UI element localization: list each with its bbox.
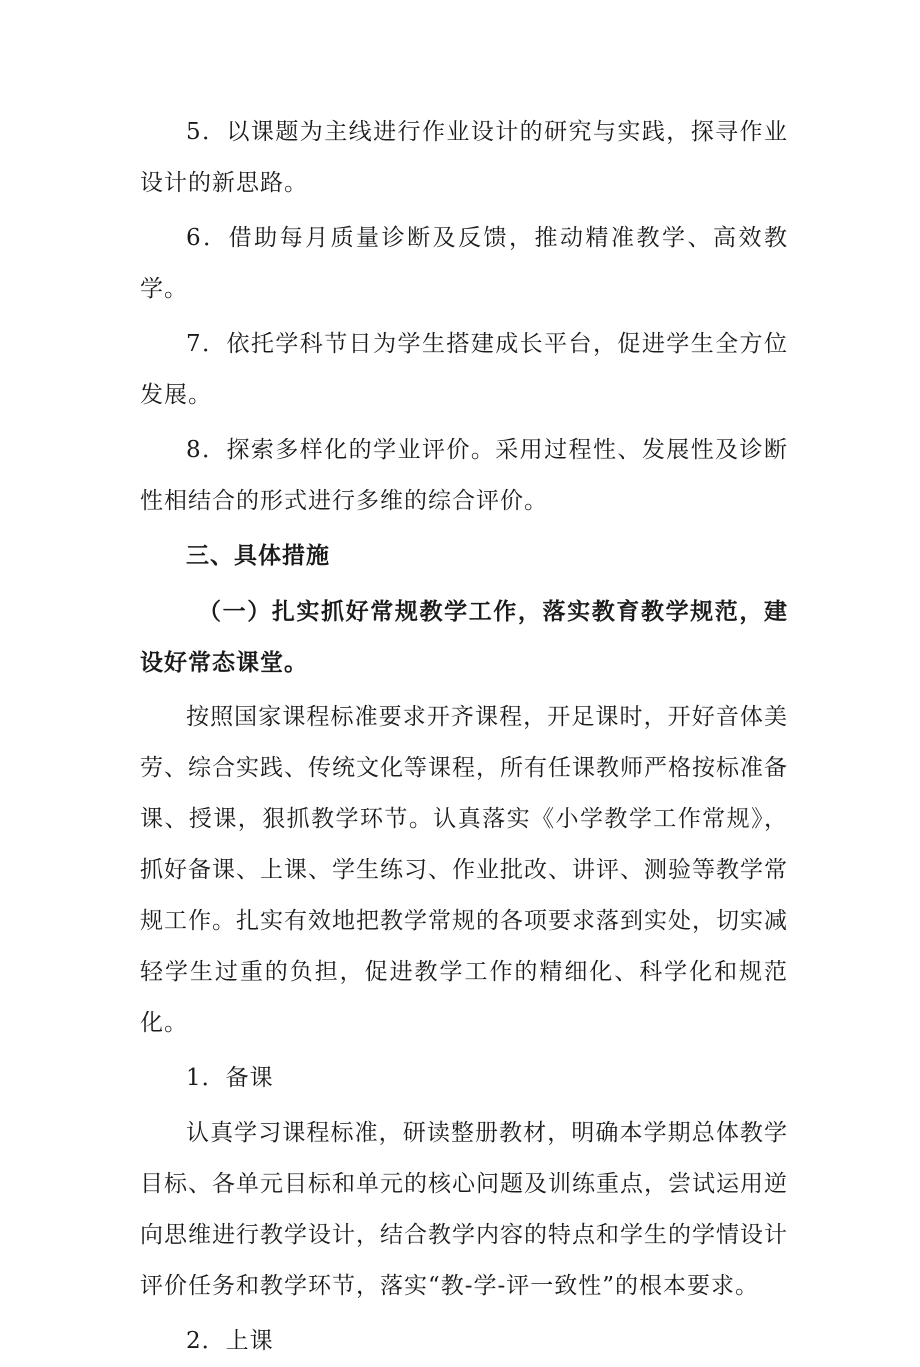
subsection-heading: （一）扎实抓好常规教学工作，落实教育教学规范，建设好常态课堂。 [140, 598, 788, 676]
body-paragraph: 按照国家课程标准要求开齐课程，开足课时，开好音体美劳、综合实践、传统文化等课程，所有任课教师严格按标准备课、授课，狠抓教学环节。认真落实《小学教学工作常规》，抓好备课、上课、学生练习、作业批改、讲评、测验等教学常规工作。扎实有效地把教学常规的各项要求落到实处，切实减轻学生过重的负担，促进教学工作的精细化、科学化和规范化。 [140, 704, 788, 1036]
list-item-5: 5．以课题为主线进行作业设计的研究与实践，探寻作业设计的新思路。 [140, 119, 788, 196]
point-1-title: 1．备课 [186, 1065, 274, 1091]
section-heading: 三、具体措施 [186, 543, 330, 569]
point-1-body: 认真学习课程标准，研读整册教材，明确本学期总体教学目标、各单元目标和单元的核心问题及训练重点，尝试运用逆向思维进行教学设计，结合教学内容的特点和学生的学情设计评价任务和教学环节，落实“教-学-评一致性”的根本要求。 [140, 1120, 788, 1299]
list-item-8: 8．探索多样化的学业评价。采用过程性、发展性及诊断性相结合的形式进行多维的综合评价。 [140, 437, 788, 514]
document-body [140, 107, 788, 1367]
list-item-6: 6．借助每月质量诊断及反馈，推动精准教学、高效教学。 [140, 225, 788, 302]
point-2-title: 2．上课 [186, 1328, 274, 1354]
list-item-7: 7．依托学科节日为学生搭建成长平台，促进学生全方位发展。 [140, 331, 788, 408]
